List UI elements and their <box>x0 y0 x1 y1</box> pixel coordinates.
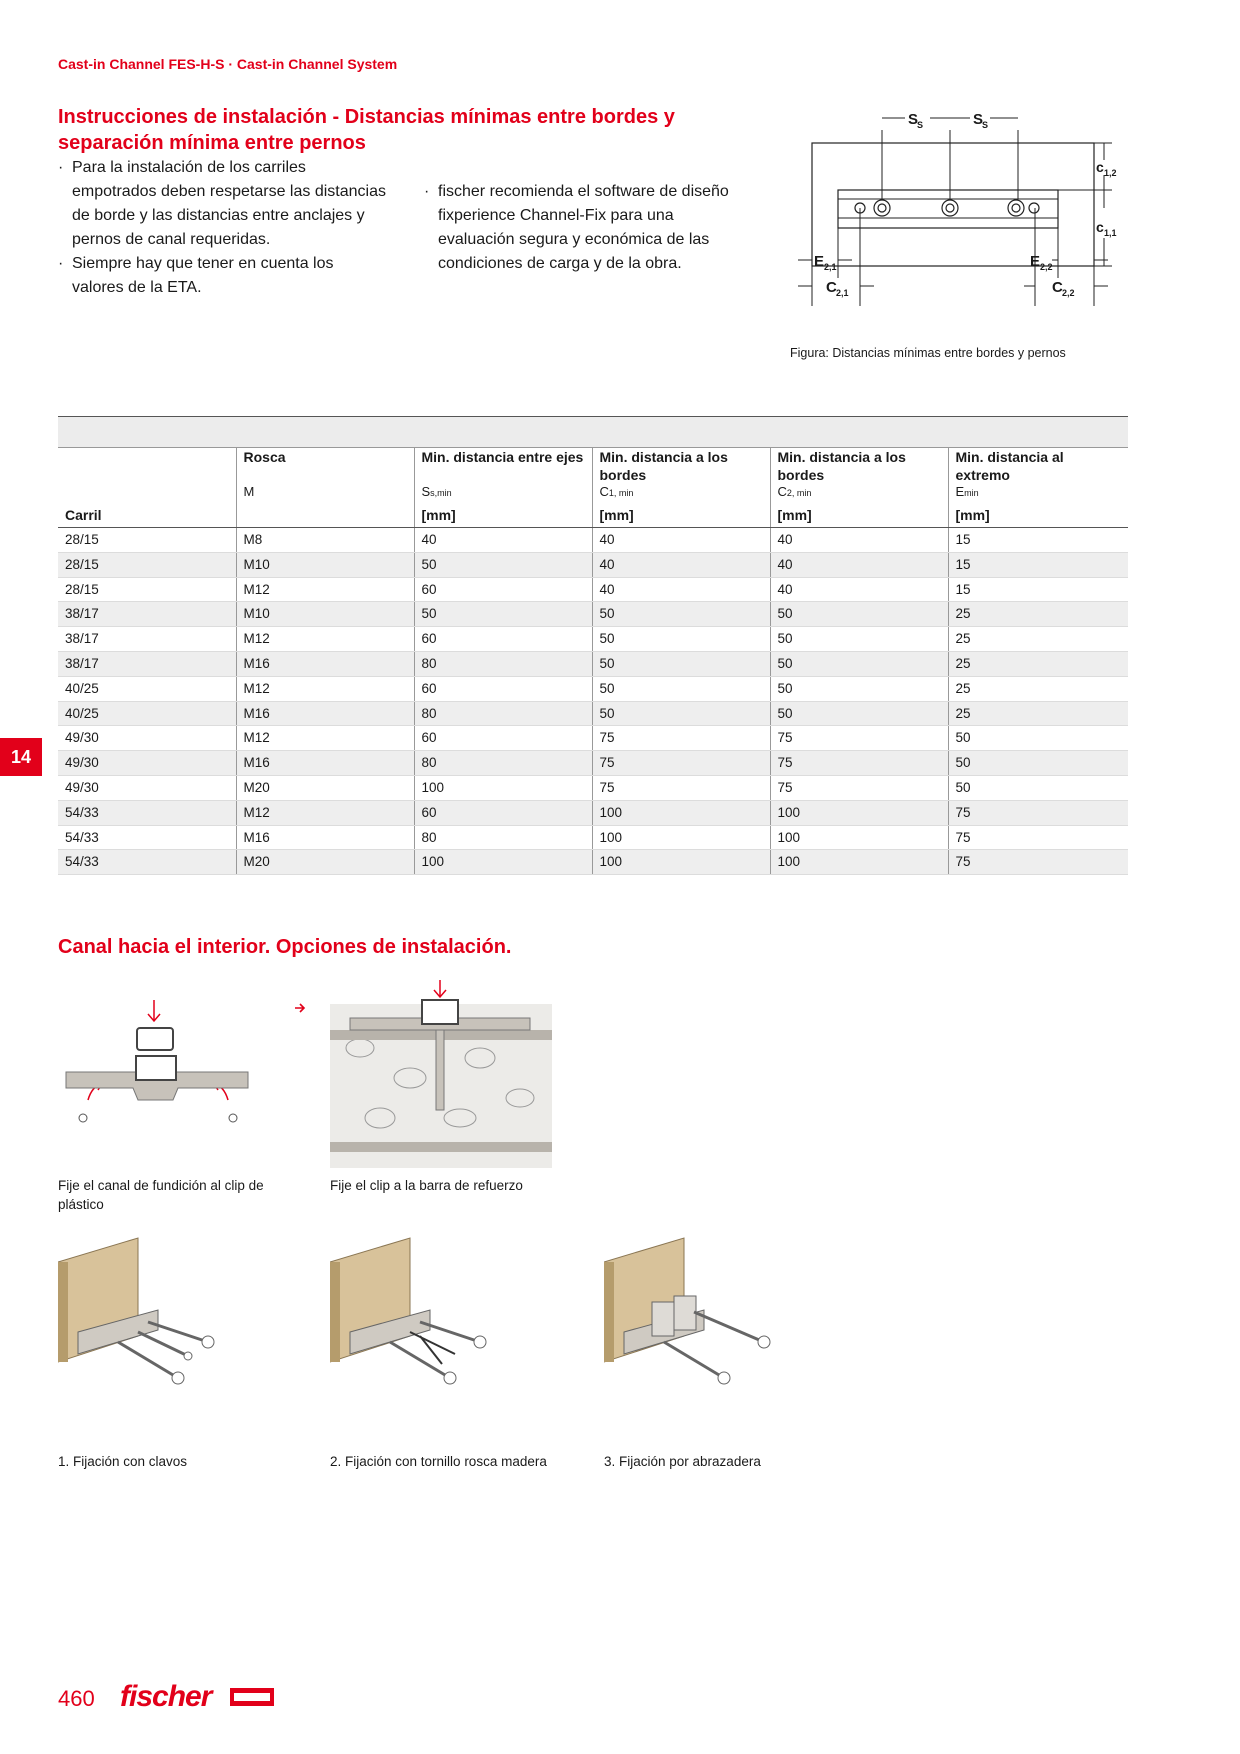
table-cell: 15 <box>948 552 1128 577</box>
table-cell: 100 <box>592 825 770 850</box>
header-cell: Rosca M <box>236 448 414 528</box>
svg-text:2,2: 2,2 <box>1040 262 1053 272</box>
table-cell: 75 <box>770 775 948 800</box>
svg-text:S: S <box>908 111 919 128</box>
table-row <box>58 528 1128 553</box>
table-row <box>58 775 1128 800</box>
table-cell: 25 <box>948 602 1128 627</box>
table-cell: M16 <box>236 825 414 850</box>
table-row <box>58 825 1128 850</box>
table-cell: 25 <box>948 627 1128 652</box>
table-cell: 50 <box>414 602 592 627</box>
table-row <box>58 800 1128 825</box>
table-cell: 80 <box>414 751 592 776</box>
table-cell: 100 <box>414 850 592 875</box>
clamp-fixing-illustration <box>604 1232 774 1412</box>
table-row <box>58 651 1128 676</box>
caption-clamp: 3. Fijación por abrazadera <box>604 1454 761 1469</box>
table-cell: 50 <box>770 701 948 726</box>
table-cell: 40 <box>770 552 948 577</box>
caption-rebar: Fije el clip a la barra de refuerzo <box>330 1178 523 1193</box>
table-row <box>58 701 1128 726</box>
bullet-item: · fischer recomienda el software de diseño fixperience Channel-Fix para una evaluación segura y económica de las condiciones de carga y de la obra. <box>424 183 729 272</box>
table-cell: 75 <box>948 850 1128 875</box>
svg-text:C: C <box>1052 279 1063 296</box>
table-cell: M12 <box>236 627 414 652</box>
table-cell: 50 <box>770 627 948 652</box>
arrow-right-icon <box>294 1002 306 1014</box>
table-cell: 40 <box>592 577 770 602</box>
screw-fixing-illustration <box>330 1232 500 1412</box>
table-cell: M16 <box>236 651 414 676</box>
table-cell: M16 <box>236 751 414 776</box>
table-cell: 25 <box>948 701 1128 726</box>
table-cell: 100 <box>770 825 948 850</box>
table-row <box>58 577 1128 602</box>
table-cell: 50 <box>770 676 948 701</box>
table-cell: 75 <box>592 726 770 751</box>
svg-text:2,2: 2,2 <box>1062 288 1075 298</box>
svg-text:E: E <box>1030 253 1041 270</box>
svg-text:2,1: 2,1 <box>824 262 837 272</box>
table-cell: M20 <box>236 850 414 875</box>
channel-clip-illustration <box>58 990 258 1140</box>
table-cell: 100 <box>414 775 592 800</box>
header-cell: Min. distancia a los bordes C1, min [mm] <box>592 448 770 528</box>
header-cell: Min. distancia entre ejes Ss,min [mm] <box>414 448 592 528</box>
table-cell: 38/17 <box>58 651 236 676</box>
chapter-tab[interactable]: 14 <box>0 738 42 776</box>
table-cell: M12 <box>236 676 414 701</box>
caption-screws: 2. Fijación con tornillo rosca madera <box>330 1454 547 1469</box>
table-row <box>58 602 1128 627</box>
table-cell: 75 <box>948 800 1128 825</box>
header-cell: Min. distancia a los bordes C2, min [mm] <box>770 448 948 528</box>
table-cell: 40/25 <box>58 701 236 726</box>
table-cell: 60 <box>414 577 592 602</box>
table-cell: M20 <box>236 775 414 800</box>
table-cell: 40 <box>414 528 592 553</box>
table-cell: 40/25 <box>58 676 236 701</box>
table-cell: 75 <box>592 775 770 800</box>
page-number: 460 <box>58 1686 95 1711</box>
table-cell: 50 <box>948 775 1128 800</box>
fischer-logo: fischer <box>120 1680 212 1713</box>
table-cell: 40 <box>770 528 948 553</box>
svg-text:c: c <box>1096 219 1104 235</box>
table-row <box>58 676 1128 701</box>
section2-title: Canal hacia el interior. Opciones de instalación. <box>58 936 512 958</box>
table-row <box>58 627 1128 652</box>
caption-nails: 1. Fijación con clavos <box>58 1454 188 1469</box>
table-top-bar <box>58 417 1128 448</box>
table-cell: 100 <box>770 850 948 875</box>
table-cell: 28/15 <box>58 528 236 553</box>
table-cell: 60 <box>414 627 592 652</box>
rebar-clip-illustration <box>330 978 552 1168</box>
table-cell: 40 <box>770 577 948 602</box>
table-cell: 50 <box>592 676 770 701</box>
table-cell: 28/15 <box>58 577 236 602</box>
table-cell: 50 <box>414 552 592 577</box>
table-cell: M12 <box>236 726 414 751</box>
table-cell: 50 <box>948 751 1128 776</box>
header-cell: Carril <box>58 448 236 528</box>
bullet-list-right <box>424 180 754 276</box>
table-cell: 25 <box>948 651 1128 676</box>
table-cell: 50 <box>770 602 948 627</box>
table-header-row <box>58 448 1128 528</box>
table-cell: 40 <box>592 528 770 553</box>
table-cell: 38/17 <box>58 627 236 652</box>
table-cell: 60 <box>414 676 592 701</box>
table-cell: 75 <box>948 825 1128 850</box>
table-cell: 60 <box>414 800 592 825</box>
nail-fixing-illustration <box>58 1232 228 1412</box>
table-cell: 49/30 <box>58 726 236 751</box>
table-cell: 50 <box>592 701 770 726</box>
table-cell: 80 <box>414 701 592 726</box>
breadcrumb: Cast-in Channel FES-H-S · Cast-in Channel System <box>58 56 398 72</box>
table-cell: 40 <box>592 552 770 577</box>
table-cell: 49/30 <box>58 751 236 776</box>
edge-distance-diagram <box>790 100 1130 335</box>
table-cell: M10 <box>236 602 414 627</box>
table-row <box>58 850 1128 875</box>
table-cell: 75 <box>592 751 770 776</box>
table-cell: 15 <box>948 528 1128 553</box>
table-cell: 80 <box>414 651 592 676</box>
svg-text:E: E <box>814 253 825 270</box>
bullet-item: · Para la instalación de los carriles empotrados deben respetarse las distancias de borde y las distancias entre anclajes y pernos de canal requeridas. <box>58 159 386 248</box>
table-cell: 54/33 <box>58 800 236 825</box>
svg-text:S: S <box>973 111 984 128</box>
svg-text:S: S <box>982 120 989 130</box>
table-cell: 60 <box>414 726 592 751</box>
table-cell: 38/17 <box>58 602 236 627</box>
table-cell: 100 <box>592 800 770 825</box>
table-cell: 50 <box>948 726 1128 751</box>
table-cell: 49/30 <box>58 775 236 800</box>
svg-text:1,1: 1,1 <box>1104 228 1117 238</box>
table-row <box>58 552 1128 577</box>
table-cell: M16 <box>236 701 414 726</box>
table-cell: 50 <box>592 651 770 676</box>
table-cell: 100 <box>770 800 948 825</box>
table-cell: M10 <box>236 552 414 577</box>
table-row <box>58 726 1128 751</box>
figure-caption: Figura: Distancias mínimas entre bordes y pernos <box>790 346 1066 360</box>
svg-text:S: S <box>917 120 924 130</box>
table-cell: 28/15 <box>58 552 236 577</box>
table-cell: 50 <box>770 651 948 676</box>
header-cell: Min. distancia al extremo Emin [mm] <box>948 448 1128 528</box>
caption-clip: Fije el canal de fundición al clip de plástico <box>58 1178 264 1212</box>
table-cell: 50 <box>592 602 770 627</box>
table-cell: 50 <box>592 627 770 652</box>
table-cell: 75 <box>770 751 948 776</box>
table-cell: 75 <box>770 726 948 751</box>
svg-text:c: c <box>1096 159 1104 175</box>
table-cell: 25 <box>948 676 1128 701</box>
table-cell: 15 <box>948 577 1128 602</box>
section-title: Instrucciones de instalación - Distancias mínimas entre bordes y separación mínima entre pernos <box>58 106 675 154</box>
table-cell: M12 <box>236 577 414 602</box>
bullet-item: · Siempre hay que tener en cuenta los valores de la ETA. <box>58 255 334 296</box>
table-cell: M8 <box>236 528 414 553</box>
table-cell: M12 <box>236 800 414 825</box>
table-row <box>58 751 1128 776</box>
table-cell: 54/33 <box>58 850 236 875</box>
distance-table <box>58 416 1128 875</box>
svg-text:1,2: 1,2 <box>1104 168 1117 178</box>
table-cell: 54/33 <box>58 825 236 850</box>
table-cell: 100 <box>592 850 770 875</box>
svg-text:C: C <box>826 279 837 296</box>
fischer-logo-mark-icon <box>230 1688 274 1706</box>
svg-text:2,1: 2,1 <box>836 288 849 298</box>
bullet-list-left <box>58 156 388 300</box>
table-cell: 80 <box>414 825 592 850</box>
